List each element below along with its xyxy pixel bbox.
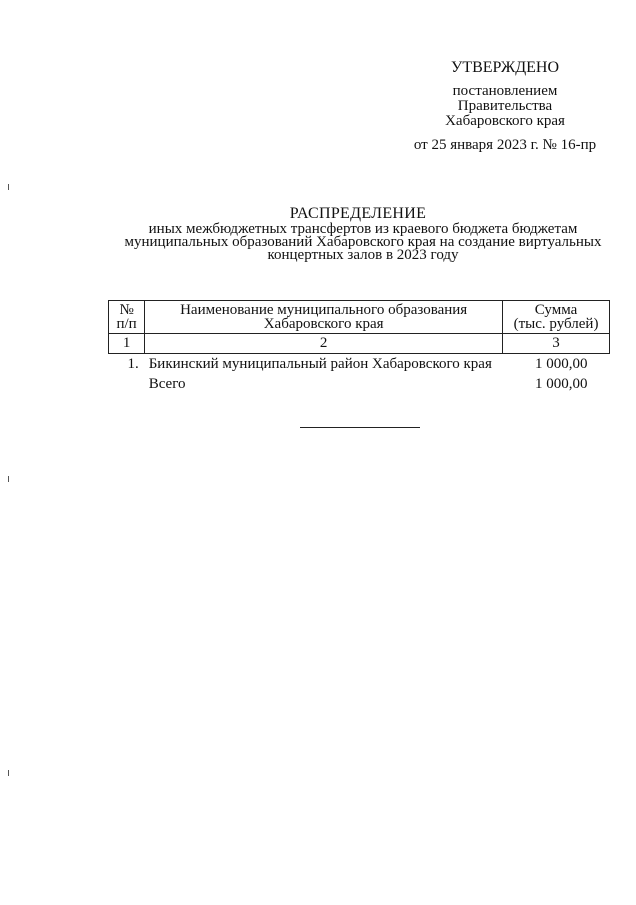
total-row [109,374,610,394]
row-amount: 1 000,00 [535,355,588,372]
total-amount: 1 000,00 [535,375,588,392]
subtitle-line-3: концертных залов в 2023 году [267,247,459,263]
column-number-1: 1 [109,334,145,354]
document-subtitle [108,223,618,262]
header-sum: Сумма (тыс. рублей) [503,301,610,334]
subtitle-line-1: иных межбюджетных трансфертов из краевого бюджета бюджетам [148,221,578,237]
table-row [109,354,610,375]
subtitle-line-2: муниципальных образований Хабаровского края на создание виртуальных [124,234,602,250]
row-name: Бикинский муниципальный район Хабаровского края [148,355,492,372]
approval-line-2: Правительства [457,98,553,114]
row-index: 1. [127,355,139,372]
approval-stamp: УТВЕРЖДЕНО [450,59,559,76]
approval-block [400,60,610,153]
document-heading: РАСПРЕДЕЛЕНИЕ [289,205,427,222]
closing-divider [300,427,420,428]
approval-line-1: постановлением [452,83,558,99]
header-name: Наименование муниципального образования Хабаровского края [145,301,503,334]
approval-dateline: от 25 января 2023 г. № 16-пр [413,137,597,153]
scan-mark [8,770,9,776]
distribution-table [108,300,610,394]
scan-mark [8,184,9,190]
total-label: Всего [148,375,186,392]
table-header-row [109,301,610,334]
column-number-row [109,334,610,354]
column-number-2: 2 [145,334,503,354]
header-num: № п/п [109,301,145,334]
scan-mark [8,476,9,482]
column-number-3: 3 [503,334,610,354]
approval-line-3: Хабаровского края [445,113,565,129]
